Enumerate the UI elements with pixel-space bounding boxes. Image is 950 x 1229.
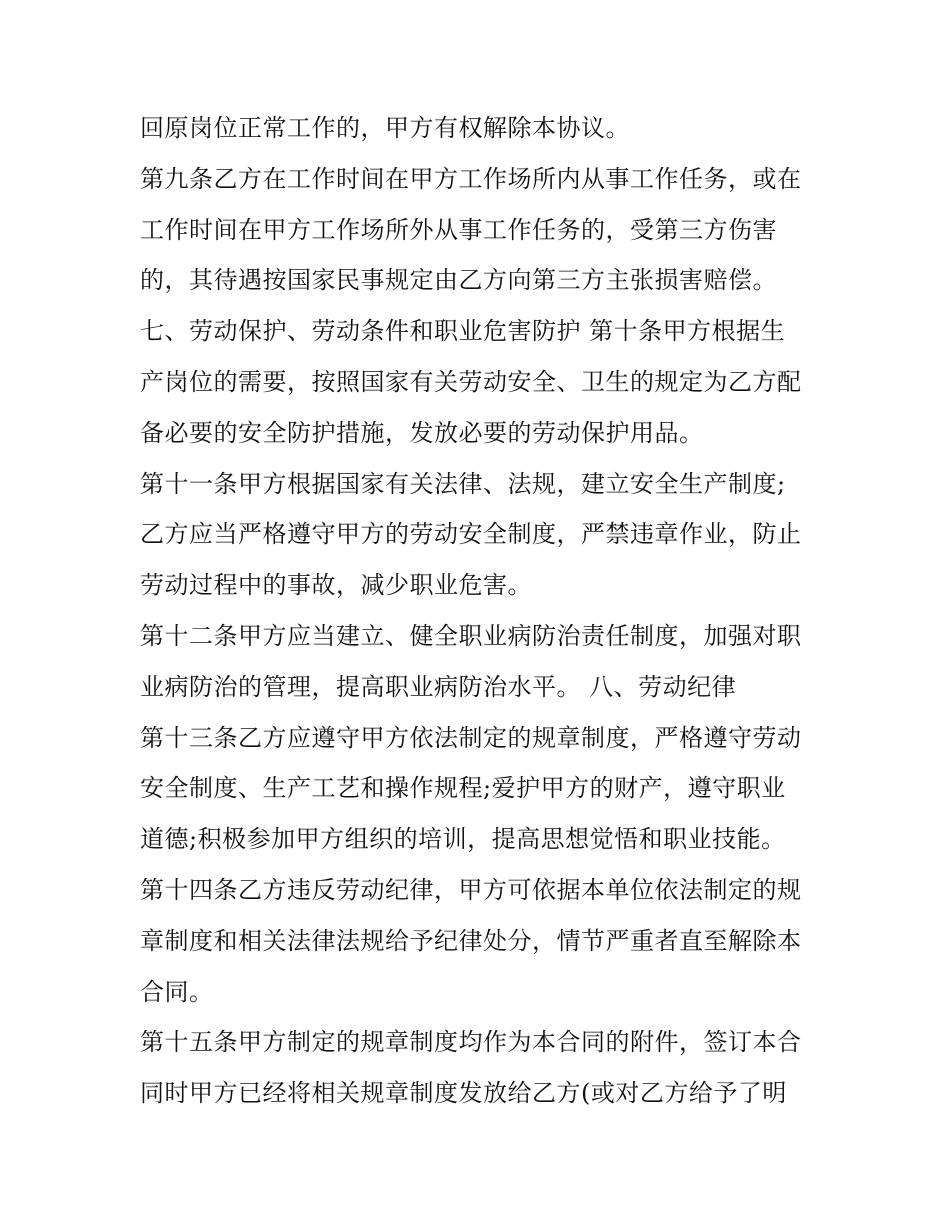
- text-line: 工作时间在甲方工作场所外从事工作任务的，受第三方伤害: [140, 215, 777, 244]
- text-line: 第十二条甲方应当建立、健全职业病防治责任制度，加强对职: [140, 621, 802, 650]
- text-line: 业病防治的管理，提高职业病防治水平。 八、劳动纪律: [140, 672, 737, 701]
- contract-text: [140, 103, 820, 1119]
- text-line: 道德;积极参加甲方组织的培训，提高思想觉悟和职业技能。: [140, 825, 786, 854]
- text-line: 合同。: [140, 977, 214, 1006]
- text-line: 章制度和相关法律法规给予纪律处分，情节严重者直至解除本: [140, 926, 802, 955]
- text-line: 第十三条乙方应遵守甲方依法制定的规章制度，严格遵守劳动: [140, 723, 802, 752]
- text-line: 乙方应当严格遵守甲方的劳动安全制度，严禁违章作业，防止: [140, 520, 802, 549]
- text-line: 的，其待遇按国家民事规定由乙方向第三方主张损害赔偿。: [140, 266, 777, 295]
- text-line: 安全制度、生产工艺和操作规程;爱护甲方的财产，遵守职业: [140, 774, 786, 803]
- text-line: 第十四条乙方违反劳动纪律，甲方可依据本单位依法制定的规: [140, 875, 802, 904]
- text-line: 同时甲方已经将相关规章制度发放给乙方(或对乙方给予了明: [140, 1079, 787, 1108]
- text-line: 第九条乙方在工作时间在甲方工作场所内从事工作任务，或在: [140, 164, 802, 193]
- text-line: 劳动过程中的事故，减少职业危害。: [140, 571, 532, 600]
- text-line: 备必要的安全防护措施，发放必要的劳动保护用品。: [140, 418, 704, 447]
- text-line: 第十五条甲方制定的规章制度均作为本合同的附件，签订本合: [140, 1028, 802, 1057]
- text-line: 回原岗位正常工作的，甲方有权解除本协议。: [140, 114, 630, 142]
- text-line: 产岗位的需要，按照国家有关劳动安全、卫生的规定为乙方配: [140, 367, 802, 396]
- text-line: 第十一条甲方根据国家有关法律、法规，建立安全生产制度;: [140, 469, 786, 498]
- text-line: 七、劳动保护、劳动条件和职业危害防护 第十条甲方根据生: [140, 317, 786, 346]
